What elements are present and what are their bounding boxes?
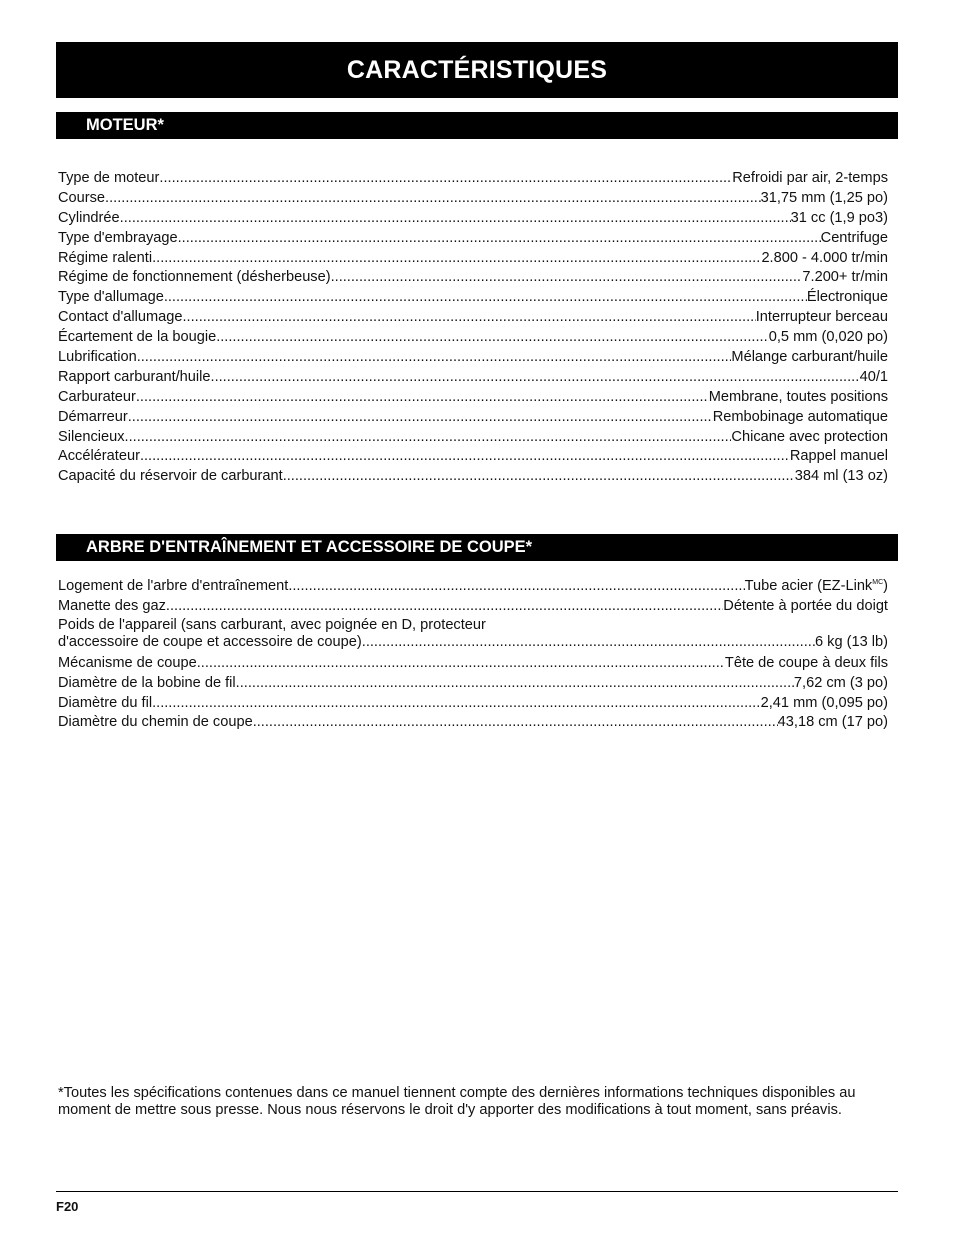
spec-value: Refroidi par air, 2-temps [732,170,888,186]
dot-leader [140,447,790,467]
dot-leader [152,694,761,714]
spec-value: 0,5 mm (0,020 po) [768,329,888,346]
spec-label: Démarreur [58,408,128,425]
dot-leader [164,288,807,308]
page-number: F20 [56,1199,79,1214]
spec-row [58,288,888,308]
dot-leader [159,169,732,189]
spec-label: Mécanisme de coupe [58,654,197,671]
dot-leader [197,654,725,674]
spec-row [58,577,888,597]
spec-value: Rembobinage automatique [712,408,888,425]
dot-leader [178,229,821,249]
section-title-drive: ARBRE D'ENTRAÎNEMENT ET ACCESSOIRE DE COUPE* [86,538,533,556]
dot-leader [331,268,803,288]
spec-label-line2: d'accessoire de coupe et accessoire de coupe) [58,633,362,650]
spec-label: Lubrification [58,349,137,366]
spec-row [58,189,888,209]
spec-row [58,694,888,714]
spec-value: Membrane, toutes positions [708,388,888,405]
dot-leader [182,308,755,328]
spec-label: Diamètre de la bobine de fil [58,674,236,691]
dot-leader [283,467,795,487]
spec-row [58,388,888,408]
spec-row [58,169,888,189]
spec-row [58,597,888,617]
spec-label: Contact d'allumage [58,309,183,326]
spec-row [58,348,888,368]
spec-value: Tube acier (EZ-Link$^{MC}$) [744,578,888,594]
spec-row [58,447,888,467]
spec-value: 7.200+ tr/min [802,269,888,286]
spec-row [58,249,888,269]
dot-leader [236,674,794,694]
spec-label: Manette des gaz [58,597,166,614]
spec-value: Mélange carburant/huile [731,349,888,366]
spec-value: Rappel manuel [789,448,888,465]
dot-leader [253,713,778,733]
dot-leader [125,428,732,448]
dot-leader [166,597,723,617]
spec-label: Cylindrée [58,209,120,226]
dot-leader [152,249,761,269]
section-title-moteur: MOTEUR* [86,116,164,134]
spec-value: 6 kg (13 lb) [814,633,888,650]
spec-row [58,713,888,733]
spec-label: Logement de l'arbre d'entraînement [58,578,289,594]
spec-label: Type d'allumage [58,289,164,306]
spec-label: Capacité du réservoir de carburant [58,468,283,485]
dot-leader [211,368,860,388]
spec-value: Centrifuge [820,229,888,246]
spec-value: 7,62 cm (3 po) [793,674,888,691]
spec-label: Course [58,189,106,206]
trademark-mark: MC [872,579,884,587]
dot-leader [216,328,769,348]
spec-label: Type de moteur [58,170,160,186]
dot-leader [288,577,744,597]
spec-value: 31 cc (1,9 po3) [790,209,888,226]
dot-leader [128,408,713,428]
spec-row [58,674,888,694]
spec-row [58,654,888,674]
spec-label-line1: Poids de l'appareil (sans carburant, avec poignée en D, protecteur [58,616,486,633]
dot-leader [120,209,791,229]
spec-row [58,229,888,249]
spec-label: Accélérateur [58,448,140,465]
footer-divider [56,1191,898,1192]
spec-row [58,467,888,487]
spec-row-weight [58,617,888,651]
footnote: *Toutes les spécifications contenues dans ce manuel tiennent compte des dernières informations techniques disponibles au moment de mettre sous presse. Nous nous réservons le droit d'y apporter des modifications à tout moment, sans préavis. [58,1085,856,1118]
spec-row [58,368,888,388]
spec-value: 384 ml (13 oz) [794,468,888,485]
spec-row [58,428,888,448]
spec-value: 31,75 mm (1,25 po) [760,189,888,206]
spec-row [58,209,888,229]
spec-label: Type d'embrayage [58,229,178,246]
dot-leader [105,189,761,209]
spec-value: Détente à portée du doigt [723,597,888,614]
spec-label: Diamètre du chemin de coupe [58,714,253,731]
spec-row [58,268,888,288]
spec-row [58,308,888,328]
spec-value: 43,18 cm (17 po) [777,714,888,731]
spec-label: Diamètre du fil [58,694,153,711]
spec-value: Interrupteur berceau [755,309,888,326]
drive-spec-list [58,577,888,733]
page-title: CARACTÉRISTIQUES [346,55,608,84]
spec-row [58,408,888,428]
section-header-moteur [56,112,898,139]
dot-leader [362,634,815,651]
page-title-bar [56,42,898,98]
spec-label: Régime ralenti [58,249,153,266]
motor-spec-list [58,169,888,487]
spec-value: Chicane avec protection [731,428,888,445]
dot-leader [136,388,709,408]
spec-label: Silencieux [58,428,125,445]
spec-row [58,328,888,348]
spec-value: Électronique [806,289,888,306]
spec-value: 2.800 - 4.000 tr/min [761,249,888,266]
dot-leader [137,348,732,368]
spec-label: Rapport carburant/huile [58,368,211,385]
section-header-drive [56,534,898,561]
spec-value: 40/1 [859,368,888,385]
spec-label: Régime de fonctionnement (désherbeuse) [58,269,331,286]
spec-label: Carburateur [58,388,136,405]
spec-value: 2,41 mm (0,095 po) [760,694,888,711]
spec-value: Tête de coupe à deux fils [724,654,888,671]
spec-label: Écartement de la bougie [58,329,217,346]
